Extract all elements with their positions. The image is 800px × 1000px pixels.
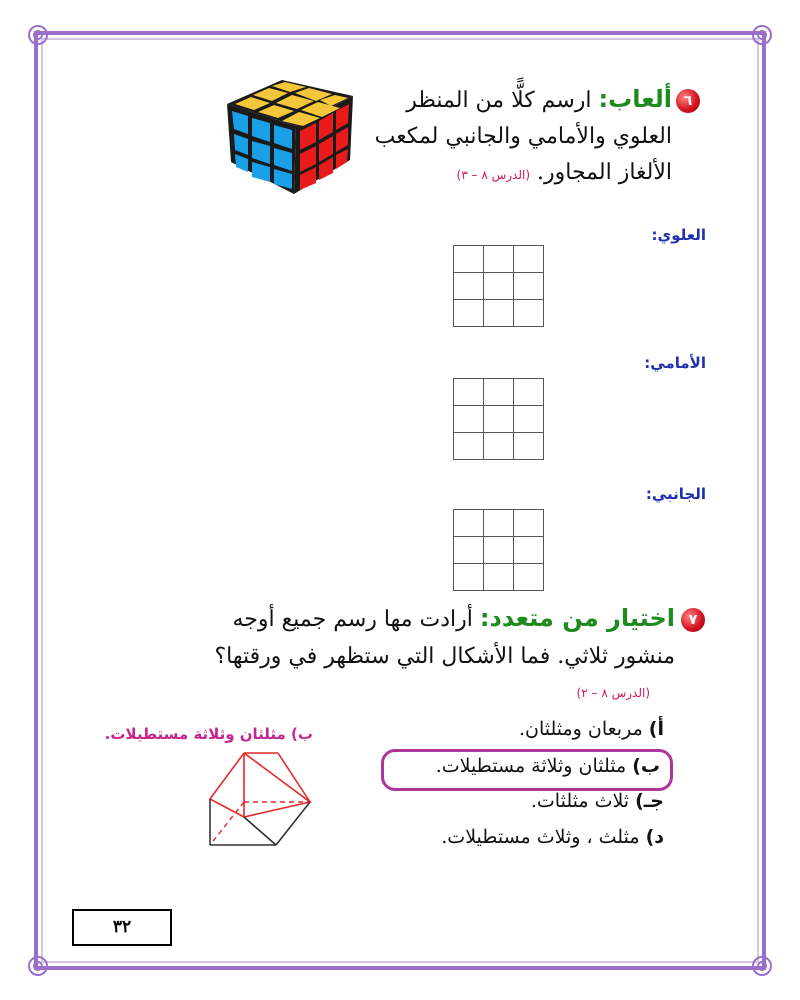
page-number: ٣٢	[72, 909, 172, 946]
option-d[interactable]	[441, 826, 664, 848]
question-6-line-2: العلوي والأمامي والجانبي لمكعب	[374, 124, 672, 149]
question-6-line-1	[406, 82, 672, 118]
side-view-grid[interactable]	[453, 509, 543, 590]
question-6-text-1: ارسم كلًّا من المنظر	[406, 88, 592, 113]
question-7-line-1	[232, 601, 675, 637]
option-d-letter: د)	[645, 826, 664, 848]
question-6-text-3: الألغاز المجاور.	[537, 160, 672, 185]
option-c-text: ثلاث مثلثات.	[530, 790, 630, 812]
triangular-prism-icon	[200, 745, 320, 855]
option-d-text: مثلث ، وثلاث مستطيلات.	[441, 826, 640, 848]
option-a-text: مربعان ومثلثان.	[518, 718, 643, 740]
top-view-label: العلوي:	[651, 226, 706, 244]
question-6-lesson-ref: (الدرس ٨ – ٣)	[456, 168, 531, 182]
option-a[interactable]	[519, 718, 664, 740]
option-b-text: مثلثان وثلاثة مستطيلات.	[435, 755, 627, 777]
option-b[interactable]	[436, 755, 660, 777]
option-c[interactable]	[531, 790, 664, 812]
side-view-label: الجانبي:	[645, 485, 706, 503]
question-6-number: ٦	[676, 89, 700, 113]
question-7-line-2: منشور ثلاثي. فما الأشكال التي ستظهر في ورقتها؟	[214, 644, 675, 669]
option-b-letter: ب)	[632, 755, 660, 777]
option-c-letter: جـ)	[635, 790, 664, 812]
question-7-lesson-ref: (الدرس ٨ – ٢)	[576, 686, 650, 700]
question-7-title: اختيار من متعدد:	[479, 604, 675, 632]
rubiks-cube-icon	[222, 76, 362, 196]
option-a-letter: أ)	[648, 718, 664, 740]
front-view-grid[interactable]	[453, 378, 543, 459]
front-view-label: الأمامي:	[644, 354, 706, 372]
question-6-line-3	[457, 156, 672, 192]
top-view-grid[interactable]	[453, 245, 543, 326]
question-7-text-1: أرادت مها رسم جميع أوجه	[232, 607, 473, 632]
question-7-number: ٧	[681, 608, 705, 632]
question-6-title: ألعاب:	[598, 85, 672, 113]
answer-annotation: ب) مثلثان وثلاثة مستطيلات.	[104, 725, 313, 743]
